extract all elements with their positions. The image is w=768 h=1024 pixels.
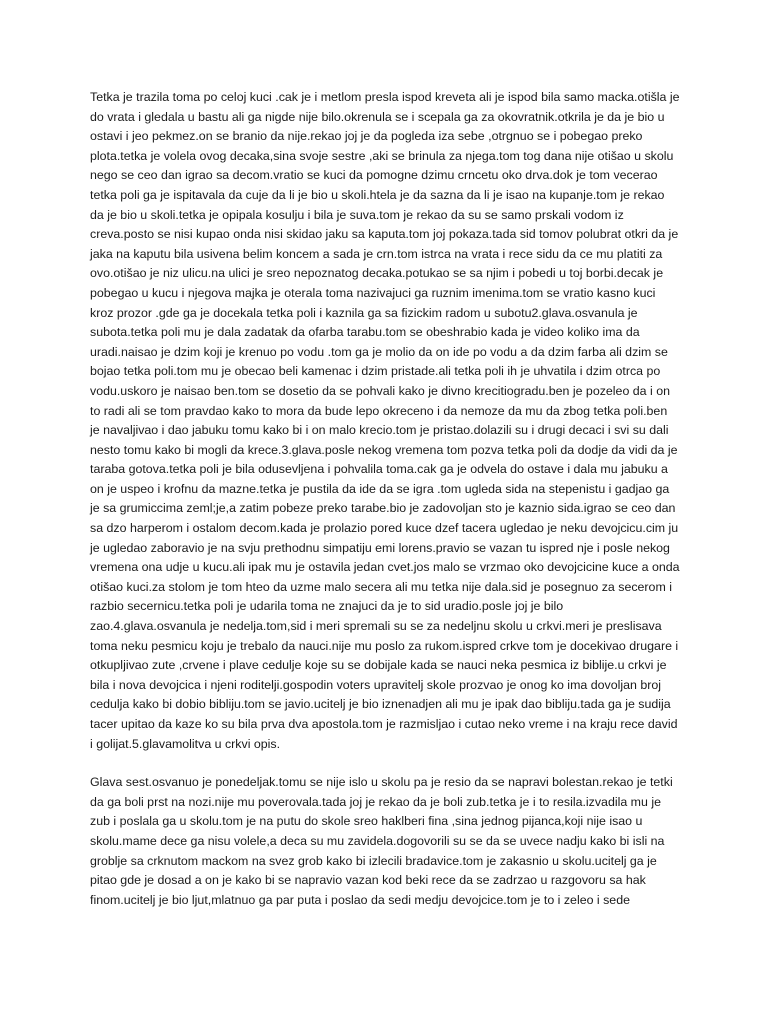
document-body: [90, 88, 680, 910]
paragraph-1: Tetka je trazila toma po celoj kuci .cak je i metlom presla ispod kreveta ali je ispod bila samo macka.otišla je do vrata i gledala u bastu ali ga nigde nije bilo.okrenula se i scepala ga za okovratnik.otkrila je da je bio u ostavi i jeo pekmez.on se branio da nije.rekao joj je da pogleda iza sebe ,otrgnuo se i pobegao preko plota.tetka je volela ovog decaka,sina svoje sestre ,aki se brinula za njega.tom tog dana nije otišao u skolu nego se ceo dan igrao sa decom.vratio se kuci da pomogne dzimu crncetu oko drva.dok je tom vecerao tetka poli ga je ispitavala da cuje da li je bio u skoli.htela je da sazna da li je isao na kupanje.tom je rekao da je bio u skoli.tetka je opipala kosulju i bila je suva.tom je rekao da su se samo prskali vodom iz creva.posto se nisi kupao onda nisi skidao jaku sa kaputa.tom joj pokaza.tada sid tomov polubrat otkri da je jaka na kaputu bila usivena belim koncem a sada je crn.tom istrca na vrata i rece sidu da ce mu platiti za ovo.otišao je niz ulicu.na ulici je sreo nepoznatog decaka.potukao se sa njim i pobedi u toj borbi.decak je pobegao u kucu i njegova majka je oterala toma nazivajuci ga ruznim imenima.tom se vratio kasno kuci kroz prozor .gde ga je docekala tetka poli i kaznila ga sa fizickim radom u subotu2.glava.osvanula je subota.tetka poli mu je dala zadatak da ofarba tarabu.tom se obeshrabio kada je video koliko ima da uradi.naisao je dzim koji je krenuo po vodu .tom ga je molio da on ide po vodu a da dzim farba ali dzim se bojao tetka poli.tom mu je obecao beli kamenac i dzim pristade.ali tetka poli ih je uhvatila i dzim otrca po vodu.uskoro je naisao ben.tom se dosetio da se pohvali kako je divno krecitiogradu.ben je pozeleo da i on to radi ali se tom pravdao kako to mora da bude lepo okreceno i da nemoze da mu da zbog tetka poli.ben je navaljivao i dao jabuku tomu kako bi i on malo krecio.tom je pristao.dolazili su i drugi decaci i svi su dali nesto tomu kako bi mogli da krece.3.glava.posle nekog vremena tom pozva tetka poli da dodje da vidi da je taraba gotova.tetka poli je bila odusevljena i pohvalila toma.cak ga je odvela do ostave i dala mu jabuku a on je uspeo i krofnu da mazne.tetka je pustila da ide da se igra .tom ugleda sida na stepenistu i gadjao ga je sa grumiccima zeml;je,a zatim pobeze preko tarabe.bio je zadovoljan sto je kaznio sida.igrao se ceo dan sa dzo harperom i ostalom decom.kada je prolazio pored kuce dzef tacera ugledao je neku devojcicu.cim ju je ugledao zaboravio je na svju prethodnu simpatiju emi lorens.pravio se vazan tu ispred nje i posle nekog vremena ona udje u kucu.ali ipak mu je ostavila jedan cvet.jos malo se vrzmao oko devojcicine kuce a onda otišao kuci.za stolom je tom hteo da uzme malo secera ali mu tetka nije dala.sid je posegnuo za secerom i razbio secernicu.tetka poli je udarila toma ne znajuci da je to sid uradio.posle joj je bilo zao.4.glava.osvanula je nedelja.tom,sid i meri spremali su se za nedeljnu skolu u crkvi.meri je preslisava toma neku pesmicu koju je trebalo da nauci.nije mu poslo za rukom.ispred crkve tom je docekivao drugare i otkupljivao zute ,crvene i plave cedulje koje su se dobijale kada se nauci neka pesmica iz biblije.u crkvi je bila i nova devojcica i njeni roditelji.gospodin voters upravitelj skole prozvao je onog ko ima dovoljan broj cedulja kako bi dobio bibliju.tom se javio.ucitelj je bio iznenadjen ali mu je ipak dao bibliju.tada ga je sudija tacer upitao da kaze ko su bila prva dva apostola.tom je razmisljao i cutao neko vreme i na kraju rece david i golijat.5.glavamolitva u crkvi opis.: [90, 90, 680, 751]
paragraph-2: Glava sest.osvanuo je ponedeljak.tomu se nije islo u skolu pa je resio da se napravi bolestan.rekao je tetki da ga boli prst na nozi.nije mu poverovala.tada joj je rekao da je boli zub.tetka je i to resila.izvadila mu je zub i poslala ga u skolu.tom je na putu do skole sreo haklberi fina ,sina jednog pijanca,koji nije isao u skolu.mame dece ga nisu volele,a deca su mu zavidela.dogovorili su se da se uvece nadju kako bi isli na groblje sa crknutom mackom na svez grob kako bi izlecili bradavice.tom je zakasnio u skolu.ucitelj ga je pitao gde je dosad a on je kako bi se napravio vazan kod beki rece da se zadrzao u razgovoru sa hak finom.ucitelj je bio ljut,mlatnuo ga par puta i poslao da sedi medju devojcice.tom je to i zeleo i sede: [90, 775, 673, 907]
